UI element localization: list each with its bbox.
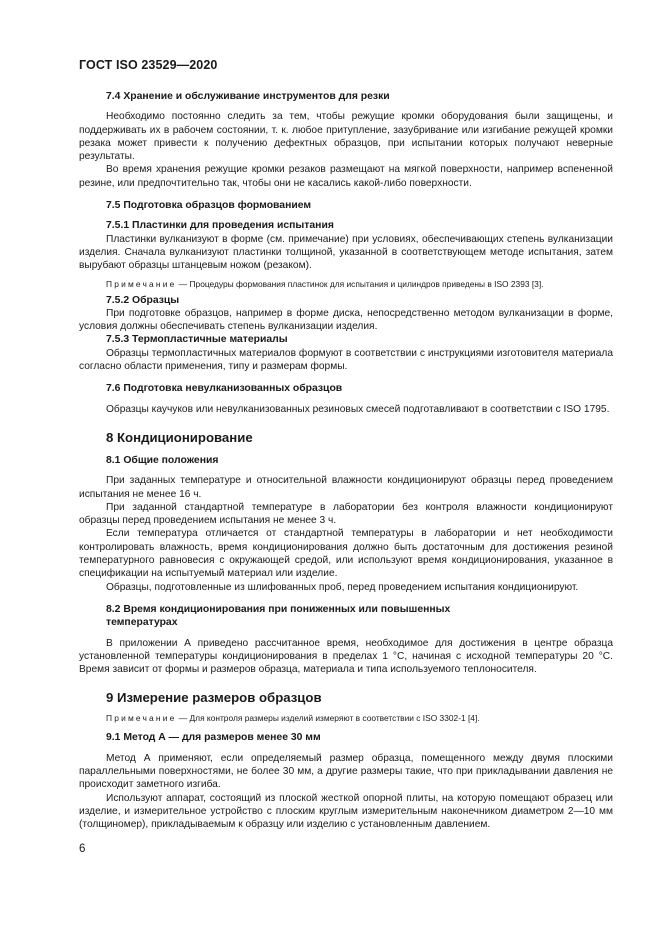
section-7-5-3-heading: 7.5.3 Термопластичные материалы bbox=[106, 334, 288, 346]
section-7-5-2-paragraph: При подготовке образцов, например в форме диска, непосредственно методом вулканизации в форме, условия должны обеспечивать степень вулканизации изделия. bbox=[79, 307, 613, 333]
section-7-5-heading: 7.5 Подготовка образцов формованием bbox=[106, 200, 312, 212]
section-7-4-paragraph-1: Необходимо постоянно следить за тем, чтобы режущие кромки оборудования были защищены, и поддерживать их в рабочем состоянии, т. к. любое притупление, зазубривание или изгибание режущей кромки резака может привести к получению дефектных образцов, при испытании которых получают неверные результаты. bbox=[79, 111, 613, 163]
section-7-6-heading: 7.6 Подготовка невулканизованных образцов bbox=[106, 383, 343, 395]
section-8-2-heading-line-2: температурах bbox=[106, 617, 178, 629]
note-9 bbox=[106, 712, 613, 724]
section-7-5-2-heading: 7.5.2 Образцы bbox=[106, 294, 180, 306]
section-8-1-paragraph-3: Если температура отличается от стандартной температуры в лаборатории и нет необходимости контролировать влажность, время кондиционирования должно быть достаточным для достижения резиной температурного равновесия с окружающей средой, или используют время кондиционирования, указанное в спецификации на испытуемый материал или изделие. bbox=[79, 528, 613, 580]
section-8-1-paragraph-2: При заданной стандартной температуре в лаборатории без контроля влажности кондиционируют образцы перед проведением испытания не менее 3 ч. bbox=[79, 501, 613, 527]
section-8-2-paragraph: В приложении А приведено рассчитанное время, необходимое для достижения в центре образца установленной температуры кондиционирования в пределах 1 °С, начиная с исходной температуры 20 °С. Время зависит от формы и размеров образца, материала и типа используемого теплоносителя. bbox=[79, 637, 613, 676]
section-9-1-heading: 9.1 Метод А — для размеров менее 30 мм bbox=[106, 732, 321, 744]
section-7-5-3-paragraph: Образцы термопластичных материалов формуют в соответствии с инструкциями изготовителя материала согласно области применения, типу и размерам формы. bbox=[79, 347, 613, 373]
section-8-1-paragraph-4: Образцы, подготовленные из шлифованных проб, перед проведением испытания кондиционируют. bbox=[106, 581, 579, 593]
page-number: 6 bbox=[79, 843, 86, 855]
section-7-5-1-paragraph: Пластинки вулканизуют в форме (см. примечание) при условиях, обеспечивающих степень вулканизации изделия. Сначала вулканизуют пластинки толщиной, указанной в соответствующем методе испытания, затем вырубают образцы штанцевым ножом (резаком). bbox=[79, 233, 613, 272]
section-8-2-heading bbox=[106, 603, 613, 630]
note-7-5 bbox=[106, 278, 613, 290]
page-content bbox=[79, 90, 613, 831]
section-7-4-heading: 7.4 Хранение и обслуживание инструментов для резки bbox=[106, 91, 390, 102]
section-8-2-heading-line-1: 8.2 Время кондиционирования при пониженных или повышенных bbox=[106, 603, 451, 615]
note-label: Примечание bbox=[106, 278, 177, 289]
note-label: Примечание bbox=[106, 713, 177, 724]
section-7-5-1-heading: 7.5.1 Пластинки для проведения испытания bbox=[106, 220, 334, 232]
section-8-1-paragraph-1: При заданных температуре и относительной влажности кондиционируют образцы перед проведением испытания не менее 16 ч. bbox=[79, 475, 613, 500]
section-7-4-paragraph-2: Во время хранения режущие кромки резаков размещают на мягкой поверхности, например вспененной резине, или предпочтительно так, чтобы они не касались какой-либо поверхности. bbox=[79, 164, 613, 189]
section-9-heading: 9 Измерение размеров образцов bbox=[106, 690, 322, 706]
section-7-6-paragraph: Образцы каучуков или невулканизованных резиновых смесей подготавливают в соответствии с ISO 1795. bbox=[106, 403, 610, 415]
section-9-1-paragraph-1: Метод А применяют, если определяемый размер образца, помещенного между двумя плоскими параллельными поверхностями, не более 30 мм, а другие размеры такие, что при прикладывании давления не происходит заметного изгиба. bbox=[79, 752, 613, 791]
document-header: ГОСТ ISO 23529—2020 bbox=[79, 58, 218, 72]
section-9-1-paragraph-2: Используют аппарат, состоящий из плоской жесткой опорной плиты, на которую помещают образец или изделие, и измерительное устройство с плоским круглым измерительным наконечником диаметром 2—10 мм (толщиномер), прикладываемым к образцу или изделию с установленным давлением. bbox=[79, 792, 613, 831]
section-8-heading: 8 Кондиционирование bbox=[106, 429, 253, 445]
note-text: — Процедуры формования пластинок для испытания и цилиндров приведены в ISO 2393 [3]. bbox=[176, 278, 544, 289]
note-text: — Для контроля размеры изделий измеряют в соответствии с ISO 3302-1 [4]. bbox=[176, 713, 480, 724]
section-8-1-heading: 8.1 Общие положения bbox=[106, 454, 219, 466]
